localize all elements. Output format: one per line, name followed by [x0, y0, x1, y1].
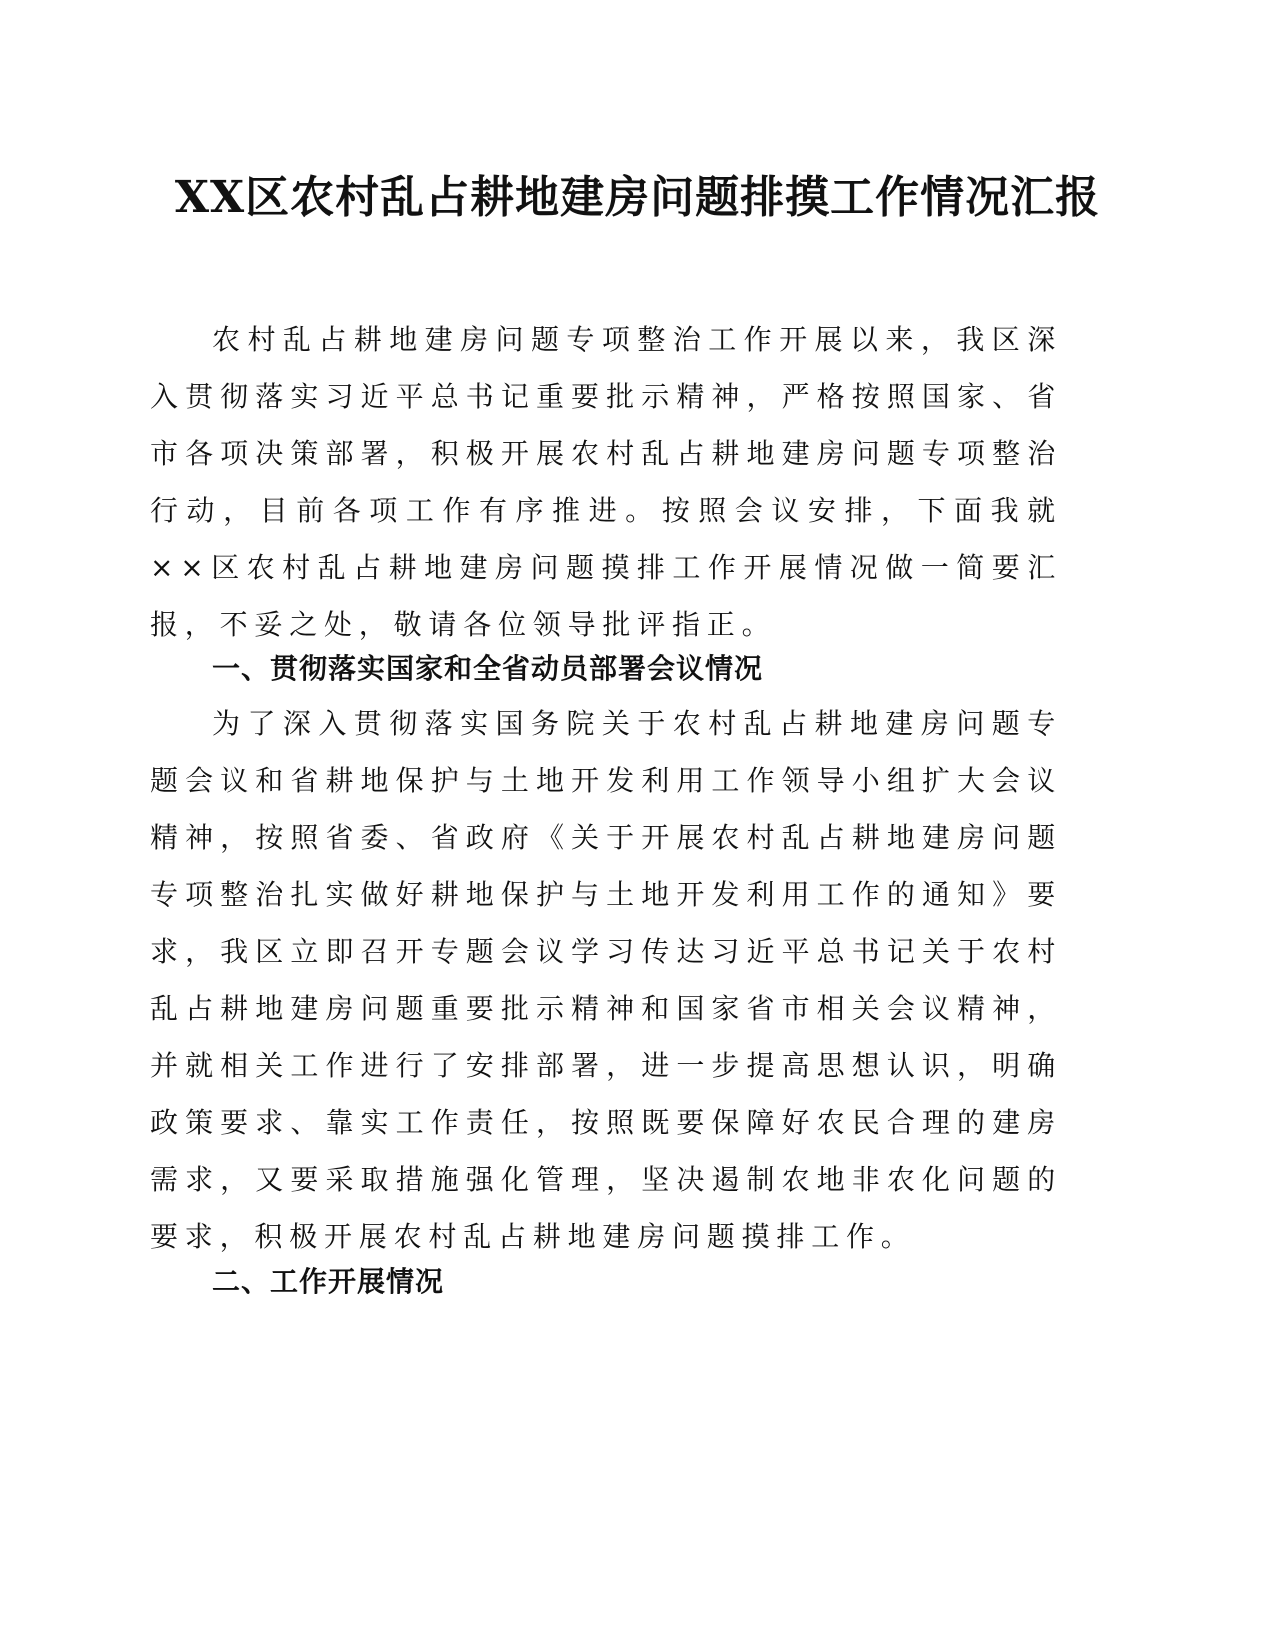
section-heading-1: 一、贯彻落实国家和全省动员部署会议情况 — [212, 652, 764, 685]
section-heading-2: 二、工作开展情况 — [212, 1265, 445, 1298]
intro-paragraph: 农村乱占耕地建房问题专项整治工作开展以来，我区深入贯彻落实习近平总书记重要批示精神，严格按照国家、省市各项决策部署，积极开展农村乱占耕地建房问题专项整治行动，目前各项工作有序推进。按照会议安排，下面我就××区农村乱占耕地建房问题摸排工作开展情况做一简要汇报，不妥之处，敬请各位领导批评指正。 — [150, 323, 1062, 641]
document-title: XX区农村乱占耕地建房问题排摸工作情况汇报 — [174, 172, 1101, 223]
section-1-paragraph: 为了深入贯彻落实国务院关于农村乱占耕地建房问题专题会议和省耕地保护与土地开发利用工作领导小组扩大会议精神，按照省委、省政府《关于开展农村乱占耕地建房问题专项整治扎实做好耕地保护与土地开发利用工作的通知》要求，我区立即召开专题会议学习传达习近平总书记关于农村乱占耕地建房问题重要批示精神和国家省市相关会议精神，并就相关工作进行了安排部署，进一步提高思想认识，明确政策要求、靠实工作责任，按照既要保障好农民合理的建房需求，又要采取措施强化管理，坚决遏制农地非农化问题的要求，积极开展农村乱占耕地建房问题摸排工作。 — [150, 707, 1062, 1253]
